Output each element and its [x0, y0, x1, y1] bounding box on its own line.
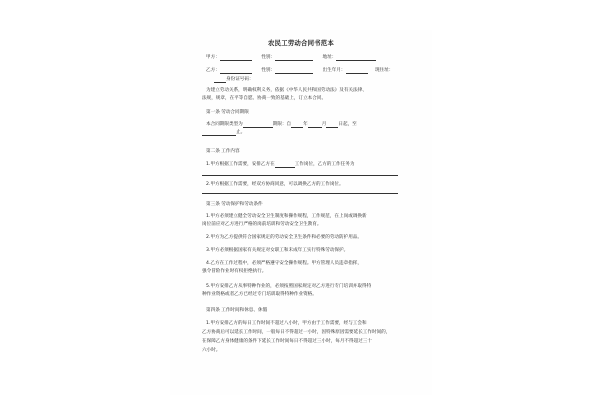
id-number-label: 身份证号码：: [226, 77, 254, 82]
article4-item1-line1: 1.甲方安排乙方的每日工作时间不超过八小时，甲方由于工作需要，经与工会和: [206, 321, 367, 326]
term-end-label: 止。: [236, 130, 246, 135]
article2-item1: [206, 162, 354, 168]
article4-item1-line3: 在保障乙方身体健康的条件下延长工作时间每日不得超过三小时，每月不得超过三十: [202, 339, 372, 344]
party-b-residence-label: 现住址：: [374, 68, 394, 73]
article1-heading: 第一条 劳动合同期限: [206, 110, 249, 115]
party-a-blank: [220, 55, 252, 61]
article1-body: [206, 122, 357, 128]
party-b-label: 乙方：: [206, 68, 220, 73]
party-a-address-blank: [336, 55, 376, 61]
id-number-row: [214, 77, 254, 83]
month-label: 月: [321, 122, 327, 127]
term-end-blank: [202, 130, 236, 136]
article2-heading: 第二条 工作内容: [206, 149, 240, 154]
article3-heading: 第三条 劳动保护和劳动条件: [206, 202, 263, 207]
party-b-gender-blank: [275, 68, 313, 74]
article3-item2: 2.甲方为乙方提供符合国家规定的劳动安全卫生条件和必要的劳动防护用品。: [206, 235, 362, 240]
party-a-gender-label: 性别：: [261, 55, 276, 60]
article3-item1-line2: 岗位前应对乙方进行严格的岗前培训和劳动安全卫生教育。: [202, 222, 322, 227]
article3-item5-line1: 5.甲方安排乙方从事特种作业的，必须按照国家规定对乙方进行专门培训并取得特: [206, 284, 372, 289]
article3-item5-line2: 种作业资格或者乙方已经过专门培训取得特种作业资格。: [202, 292, 317, 297]
article3-item1-line1: 1.甲方必须建立健全劳动安全卫生制度和操作规程，工作规范，在上岗或调换新: [206, 214, 367, 219]
party-b-blank: [220, 68, 252, 74]
contract-document: [170, 30, 432, 395]
id-prefix-blank: [214, 77, 226, 83]
article4-item1-line4: 六小时。: [202, 348, 221, 353]
article4-heading: 第四条 工作时间和休息、休假: [206, 308, 268, 313]
party-a-row: [206, 55, 376, 61]
preamble-line-1: 为建立劳动关系，明确权利义务，依据《中华人民共和国劳动法》及有关法律、: [206, 88, 367, 93]
article2-extra-blank: [202, 193, 398, 194]
party-a-label: 甲方：: [206, 55, 220, 60]
document-title: 农民工劳动合同书范本: [268, 39, 334, 47]
article2-item1-text-b: 工作岗位，乙方的工作任务为: [294, 162, 355, 167]
party-b-birth-label: 出生年月：: [322, 68, 346, 73]
article3-item4-line1: 4.乙方在工作过程中，必须严格遵守安全操作规程。甲方管理人员违章指挥，: [206, 261, 362, 266]
article3-item3: 3.甲方必须根据国家有关规定对女职工和未成年工实行特殊劳动保护。: [206, 248, 349, 253]
term-type-blank: [243, 122, 273, 128]
from-day-blank: [326, 122, 338, 128]
party-b-row: [206, 68, 393, 74]
party-b-birth-blank: [346, 68, 368, 74]
article4-item1-line2: 乙方协商后可以延长工作时间，一般每日不得超过一小时，因特殊原因需要延长工作时间的，: [202, 330, 391, 335]
from-month-blank: [308, 122, 322, 128]
article2-item1-text-a: 1.甲方根据工作需要，安排乙方在: [206, 162, 275, 167]
year-label: 年: [303, 122, 308, 127]
party-a-gender-blank: [275, 55, 313, 61]
from-year-blank: [291, 122, 303, 128]
term-to-label: 日起，至: [338, 122, 357, 127]
article3-item4-line2: 强令冒险作业时有权拒绝执行。: [202, 269, 267, 274]
party-b-gender-label: 性别：: [261, 68, 276, 73]
preamble-line-2: 法规，规章，在平等自愿、协商一致的基础上，订立本合同。: [202, 96, 327, 101]
term-type-label: 本合同期限类型为: [206, 122, 243, 127]
term-from-label: 期限：自: [272, 122, 292, 127]
article2-item2: 2.甲方根据工作需要，经双方协商同意，可以调换乙方的工作岗位。: [206, 182, 344, 187]
job-task-blank: [202, 175, 398, 176]
article1-end-row: [202, 130, 245, 136]
party-a-address-label: 地址：: [322, 55, 337, 60]
job-post-blank: [275, 162, 295, 168]
